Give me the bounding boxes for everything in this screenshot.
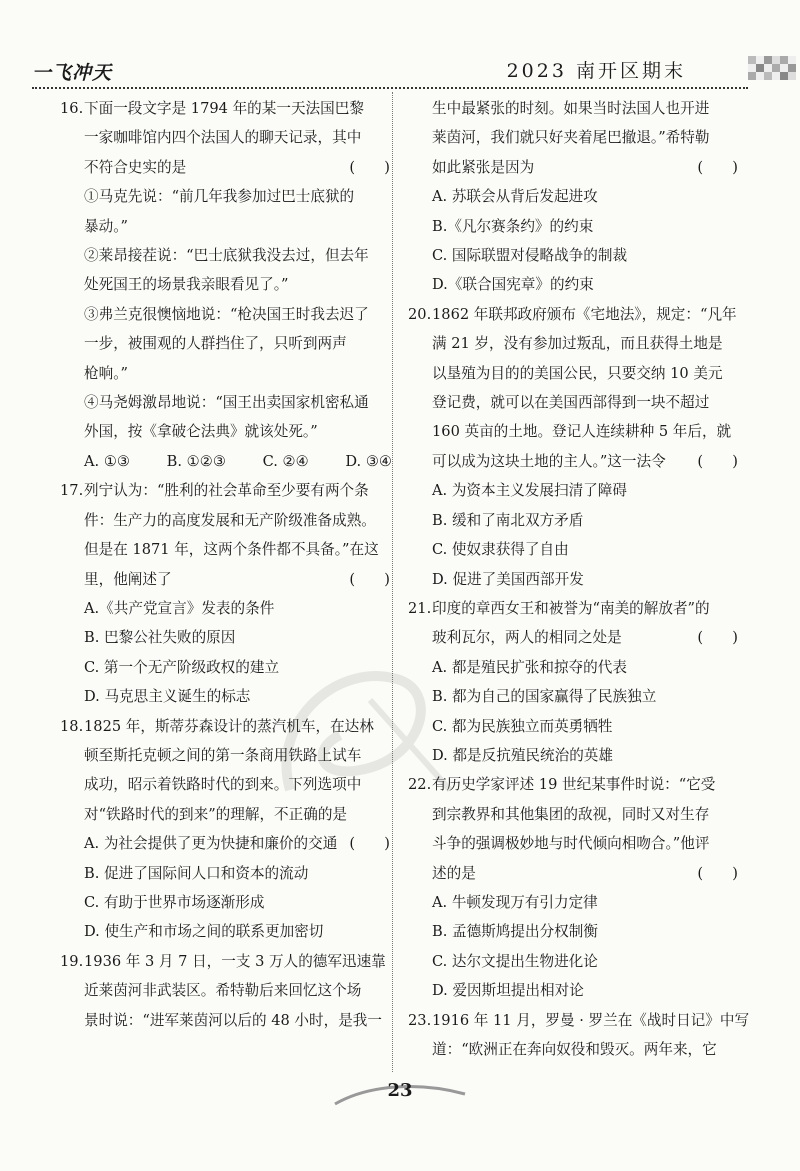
question-start-line — [60, 712, 396, 741]
line-text: A.《共产党宣言》发表的条件 — [84, 599, 275, 617]
text-line — [408, 388, 744, 417]
text-line — [408, 417, 744, 446]
text-line — [408, 329, 744, 358]
text-line — [60, 417, 396, 446]
text-line — [60, 682, 396, 711]
text-line — [408, 359, 744, 388]
line-text: 里，他阐述了 — [84, 570, 172, 588]
line-text: 道：“欧洲正在奔向奴役和毁灭。两年来，它 — [432, 1041, 717, 1058]
question-start-line — [408, 1006, 750, 1035]
text-line — [60, 623, 396, 652]
line-text: 顿至斯托克顿之间的第一条商用铁路上试车 — [84, 746, 362, 764]
answer-blank: ( ) — [697, 864, 738, 882]
text-line — [60, 329, 396, 358]
text-line — [60, 888, 396, 917]
line-text: C. 国际联盟对侵略战争的制裁 — [432, 247, 628, 265]
right-column — [408, 94, 750, 1064]
text-line — [408, 829, 744, 858]
question-number: 20. — [408, 305, 432, 323]
line-text: 1936 年 3 月 7 日，一支 3 万人的德军迅速靠 — [84, 952, 386, 970]
question-number: 19. — [60, 952, 84, 970]
text-line — [60, 653, 396, 682]
text-line — [60, 388, 396, 417]
line-text: B. 都为自己的国家赢得了民族独立 — [432, 688, 657, 706]
text-line — [60, 741, 396, 770]
text-line — [60, 212, 396, 241]
text-line — [408, 947, 744, 976]
question-number: 17. — [60, 482, 84, 500]
text-line — [60, 917, 396, 946]
line-text: 不符合史实的是 — [84, 158, 187, 176]
exam-title: 2023 南开区期末 — [506, 60, 686, 82]
line-text: 莱茵河，我们就只好夹着尾巴撤退。”希特勒 — [432, 129, 710, 147]
text-line — [408, 623, 744, 652]
text-line — [408, 153, 744, 182]
question-start-line — [60, 947, 396, 976]
page-number: 23 — [387, 1080, 413, 1101]
line-text: 成功，昭示着铁路时代的到来。下列选项中 — [84, 776, 362, 794]
text-line — [60, 153, 396, 182]
text-line — [60, 565, 396, 594]
text-line — [60, 1006, 396, 1035]
line-text: A. 都是殖民扩张和掠夺的代表 — [432, 658, 627, 676]
text-line — [408, 888, 744, 917]
text-line — [408, 712, 744, 741]
answer-blank: ( ) — [697, 158, 738, 176]
text-line — [408, 270, 744, 299]
option-choice: B. ①②③ — [166, 452, 226, 470]
line-text: 有历史学家评述 19 世纪某事件时说：“它受 — [432, 776, 716, 794]
text-line — [60, 594, 396, 623]
text-line — [408, 94, 744, 123]
line-text: 暴动。” — [84, 217, 128, 235]
question-number: 22. — [408, 776, 432, 794]
text-line — [408, 241, 744, 270]
line-text: 对“铁路时代的到来”的理解，不正确的是 — [84, 805, 348, 823]
answer-blank: ( ) — [349, 158, 390, 176]
line-text: C. 第一个无产阶级政权的建立 — [84, 658, 280, 676]
line-text: 下面一段文字是 1794 年的某一天法国巴黎 — [84, 100, 364, 117]
text-line — [408, 859, 744, 888]
line-text: 件：生产力的高度发展和无产阶级准备成熟。 — [84, 511, 376, 529]
line-text: B.《凡尔赛条约》的约束 — [432, 217, 594, 235]
text-line — [408, 682, 744, 711]
text-line — [60, 535, 396, 564]
line-text: 枪响。” — [84, 364, 128, 382]
question-start-line — [60, 94, 396, 123]
option-choice: D. ③④ — [345, 452, 392, 470]
text-line — [60, 241, 396, 270]
line-text: 印度的章西女王和被誉为“南美的解放者”的 — [432, 599, 710, 617]
header-rule — [32, 87, 748, 89]
text-line — [60, 123, 396, 152]
line-text: D.《联合国宪章》的约束 — [432, 276, 594, 294]
line-text: 满 21 岁，没有参加过叛乱，而且获得土地是 — [432, 335, 723, 353]
question-number: 23. — [408, 1011, 432, 1029]
text-line — [60, 182, 396, 211]
line-text: D. 使生产和市场之间的联系更加密切 — [84, 923, 324, 941]
question-number: 18. — [60, 717, 84, 735]
text-line — [60, 506, 396, 535]
line-text: 可以成为这块土地的主人。”这一法令 — [432, 452, 666, 470]
text-line — [60, 800, 396, 829]
text-line — [60, 859, 396, 888]
line-text: 述的是 — [432, 864, 476, 882]
answer-blank: ( ) — [349, 835, 390, 853]
line-text: D. 爱因斯坦提出相对论 — [432, 982, 584, 1000]
line-text: 景时说：“进军莱茵河以后的 48 小时，是我一 — [84, 1011, 382, 1029]
text-line — [60, 976, 396, 1005]
line-text: 如此紧张是因为 — [432, 158, 535, 176]
text-line — [408, 123, 744, 152]
line-text: 斗争的强调极妙地与时代倾向相吻合。”他评 — [432, 835, 710, 853]
line-text: A. 为社会提供了更为快捷和廉价的交通 — [84, 835, 338, 853]
line-text: 1825 年，斯蒂芬森设计的蒸汽机车，在达林 — [84, 717, 374, 735]
line-text: 但是在 1871 年，这两个条件都不具备。”在这 — [84, 541, 379, 559]
line-text: ④马尧姆激昂地说：“国王出卖国家机密私通 — [84, 394, 369, 412]
line-text: A. 为资本主义发展扫清了障碍 — [432, 482, 627, 500]
text-line — [408, 741, 744, 770]
answer-blank: ( ) — [697, 452, 738, 470]
line-text: 登记费，就可以在美国西部得到一块不超过 — [432, 394, 710, 412]
text-line — [408, 506, 744, 535]
line-text: 列宁认为：“胜利的社会革命至少要有两个条 — [84, 482, 369, 500]
text-line — [408, 535, 744, 564]
line-text: ①马克先说：“前几年我参加过巴士底狱的 — [84, 188, 355, 206]
line-text: C. 都为民族独立而英勇牺牲 — [432, 717, 613, 735]
line-text: 一家咖啡馆内四个法国人的聊天记录，其中 — [84, 129, 362, 147]
line-text: 160 英亩的土地。登记人连续耕种 5 年后，就 — [432, 423, 732, 441]
text-line — [408, 476, 744, 505]
option-row — [60, 447, 396, 476]
text-line — [60, 829, 396, 858]
option-choice: A. ①③ — [84, 452, 130, 470]
line-text: A. 牛顿发现万有引力定律 — [432, 893, 598, 911]
text-line — [60, 300, 396, 329]
line-text: D. 都是反抗殖民统治的英雄 — [432, 746, 613, 764]
line-text: C. 达尔文提出生物进化论 — [432, 952, 598, 970]
question-start-line — [408, 594, 744, 623]
text-line — [408, 800, 744, 829]
text-line — [408, 212, 744, 241]
text-line — [408, 565, 744, 594]
text-line — [408, 182, 744, 211]
line-text: 外国，按《拿破仑法典》就该处死。” — [84, 423, 318, 441]
line-text: C. 使奴隶获得了自由 — [432, 541, 569, 559]
text-line — [60, 270, 396, 299]
line-text: B. 巴黎公社失败的原因 — [84, 629, 236, 647]
line-text: B. 促进了国际间人口和资本的流动 — [84, 864, 309, 882]
line-text: B. 孟德斯鸠提出分权制衡 — [432, 923, 598, 941]
line-text: D. 马克思主义诞生的标志 — [84, 688, 251, 706]
brand-logo: 一飞冲天 — [32, 62, 113, 84]
line-text: A. 苏联会从背后发起进攻 — [432, 188, 598, 206]
text-line — [408, 1035, 744, 1064]
option-choice: C. ②④ — [262, 452, 309, 470]
line-text: 近莱茵河非武装区。希特勒后来回忆这个场 — [84, 982, 362, 1000]
answer-blank: ( ) — [697, 629, 738, 647]
line-text: ②莱昂接茬说：“巴士底狱我没去过，但去年 — [84, 247, 369, 265]
text-line — [408, 976, 744, 1005]
question-start-line — [60, 476, 396, 505]
line-text: 玻利瓦尔，两人的相同之处是 — [432, 629, 622, 647]
line-text: B. 缓和了南北双方矛盾 — [432, 511, 584, 529]
left-column — [60, 94, 396, 1035]
line-text: D. 促进了美国西部开发 — [432, 570, 584, 588]
question-start-line — [408, 770, 744, 799]
page-header — [32, 58, 748, 88]
line-text: 处死国王的场景我亲眼看见了。” — [84, 276, 289, 294]
line-text: 一步，被围观的人群挡住了，只听到两声 — [84, 335, 347, 353]
question-number: 16. — [60, 100, 84, 117]
line-text: 到宗教界和其他集团的敌视，同时又对生存 — [432, 805, 710, 823]
question-start-line — [408, 300, 744, 329]
line-text: C. 有助于世界市场逐渐形成 — [84, 893, 265, 911]
line-text: 生中最紧张的时刻。如果当时法国人也开进 — [432, 100, 710, 117]
text-line — [408, 917, 744, 946]
text-line — [60, 359, 396, 388]
line-text: 1862 年联邦政府颁布《宅地法》，规定：“凡年 — [432, 305, 737, 323]
question-number: 21. — [408, 599, 432, 617]
line-text: 以垦殖为目的的美国公民，只要交纳 10 美元 — [432, 364, 723, 382]
answer-blank: ( ) — [349, 570, 390, 588]
line-text: 1916 年 11 月，罗曼 · 罗兰在《战时日记》中写 — [432, 1011, 750, 1029]
text-line — [60, 770, 396, 799]
text-line — [408, 447, 744, 476]
text-line — [408, 653, 744, 682]
line-text: ③弗兰克很懊恼地说：“枪决国王时我去迟了 — [84, 305, 369, 323]
